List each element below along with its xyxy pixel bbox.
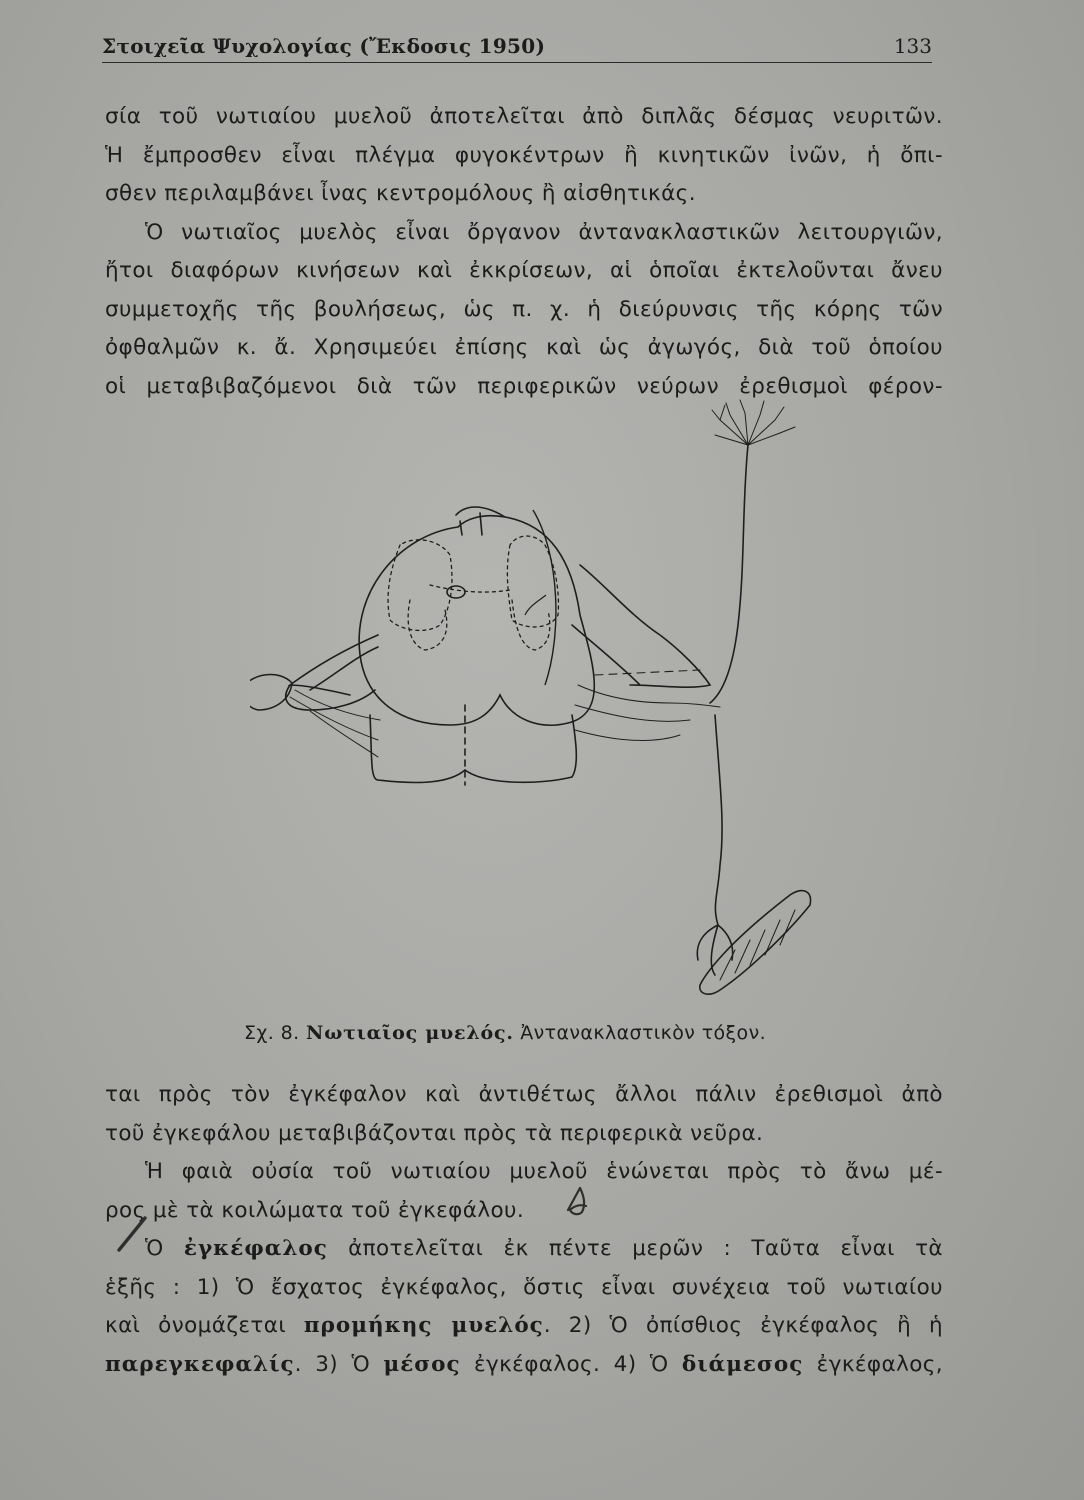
term-diamesos: διάμεσος: [681, 1351, 804, 1377]
text-line: [105, 1346, 943, 1385]
paragraph-bottom: [105, 1076, 943, 1384]
text-fragment: καὶ ὀνομάζεται: [105, 1313, 304, 1338]
text-line: Ἡ ἔμπροσθεν εἶναι πλέγμα φυγοκέντρων ἢ κινητικῶν ἰνῶν, ἡ ὄπι-: [105, 142, 943, 168]
text-line: Ἡ φαιὰ οὐσία τοῦ νωτιαίου μυελοῦ ἑνώνεται πρὸς τὸ ἄνω μέ-: [145, 1159, 943, 1184]
paragraph-top: [105, 98, 943, 406]
spinal-cord-outline: [359, 516, 594, 725]
sensory-fiber: [710, 445, 748, 703]
term-promikis-myelos: προμήκης μυελός: [303, 1313, 544, 1338]
running-header: [102, 32, 932, 63]
text-line: τοῦ ἐγκεφάλου μεταβιβάζονται πρὸς τὰ περιφερικὰ νεῦρα.: [105, 1120, 764, 1146]
text-line: [105, 1307, 943, 1346]
central-canal: [447, 586, 465, 598]
muscle-fiber: [700, 891, 811, 994]
text-fragment: . 3) Ὁ: [294, 1351, 384, 1377]
text-line: Ὁ νωτιαῖος μυελὸς εἶναι ὄργανον ἀντανακλαστικῶν λειτουργιῶν,: [145, 219, 943, 245]
spinal-cord-figure: [250, 385, 850, 1020]
caption-number: Σχ. 8.: [244, 1022, 300, 1044]
text-line: ὀφθαλμῶν κ. ἄ. Χρησιμεύει ἐπίσης καὶ ὡς ἀγωγός, διὰ τοῦ ὁποίου: [105, 335, 943, 360]
term-mesos: μέσος: [383, 1351, 461, 1377]
text-fragment: ἐγκέφαλος. 4) Ὁ: [460, 1351, 682, 1377]
running-title: Στοιχεῖα Ψυχολογίας (Ἔκδοσις 1950): [102, 34, 546, 58]
text-line: ἤτοι διαφόρων κινήσεων καὶ ἐκκρίσεων, αἱ ὁποῖαι ἐκτελοῦνται ἄνευ: [105, 258, 943, 283]
figure-caption: [244, 1022, 844, 1044]
caption-title: Νωτιαῖος μυελός.: [306, 1022, 514, 1044]
text-line: συμμετοχῆς τῆς βουλήσεως, ὡς π. χ. ἡ διεύρυνσις τῆς κόρης τῶν: [105, 296, 943, 322]
text-fragment: Ὁ: [145, 1236, 184, 1261]
spinal-cord-illustration: [250, 385, 850, 1020]
text-fragment: ἐγκέφαλος,: [803, 1351, 943, 1377]
text-line: ται πρὸς τὸν ἐγκέφαλον καὶ ἀντιθέτως ἄλλοι πάλιν ἐρεθισμοὶ ἀπὸ: [105, 1082, 943, 1107]
text-line: [105, 1230, 943, 1269]
term-enkefalos: ἐγκέφαλος: [183, 1236, 328, 1261]
text-fragment: . 2) Ὁ ὀπίσθιος ἐγκέφαλος ἢ ἡ: [543, 1313, 943, 1338]
page-number: 133: [893, 34, 932, 58]
text-line: σθεν περιλαμβάνει ἶνας κεντρομόλους ἢ αἰσθητικάς.: [105, 181, 696, 206]
term-paregkefalis: παρεγκεφαλίς: [105, 1351, 295, 1377]
motor-fiber: [715, 715, 722, 925]
text-line: οἱ μεταβιβαζόμενοι διὰ τῶν περιφερικῶν νεύρων ἐρεθισμοὶ φέρον-: [105, 373, 943, 399]
text-line: σία τοῦ νωτιαίου μυελοῦ ἀποτελεῖται ἀπὸ διπλᾶς δέσμας νευριτῶν.: [105, 104, 943, 129]
text-line: ἑξῆς : 1) Ὁ ἔσχατος ἐγκέφαλος, ὅστις εἶναι συνέχεια τοῦ νωτιαίου: [105, 1274, 943, 1300]
pencil-check-mark: [560, 1180, 610, 1220]
pencil-slash-mark: [115, 1212, 155, 1254]
caption-text: Ἀντανακλαστικὸν τόξον.: [520, 1022, 767, 1044]
text-line: ρος μὲ τὰ κοιλώματα τοῦ ἐγκεφάλου.: [105, 1197, 525, 1223]
text-fragment: ἀποτελεῖται ἐκ πέντε μερῶν : Ταῦτα εἶναι τὰ: [327, 1236, 944, 1261]
sensory-endings: [712, 400, 795, 445]
gray-matter: [388, 536, 558, 650]
